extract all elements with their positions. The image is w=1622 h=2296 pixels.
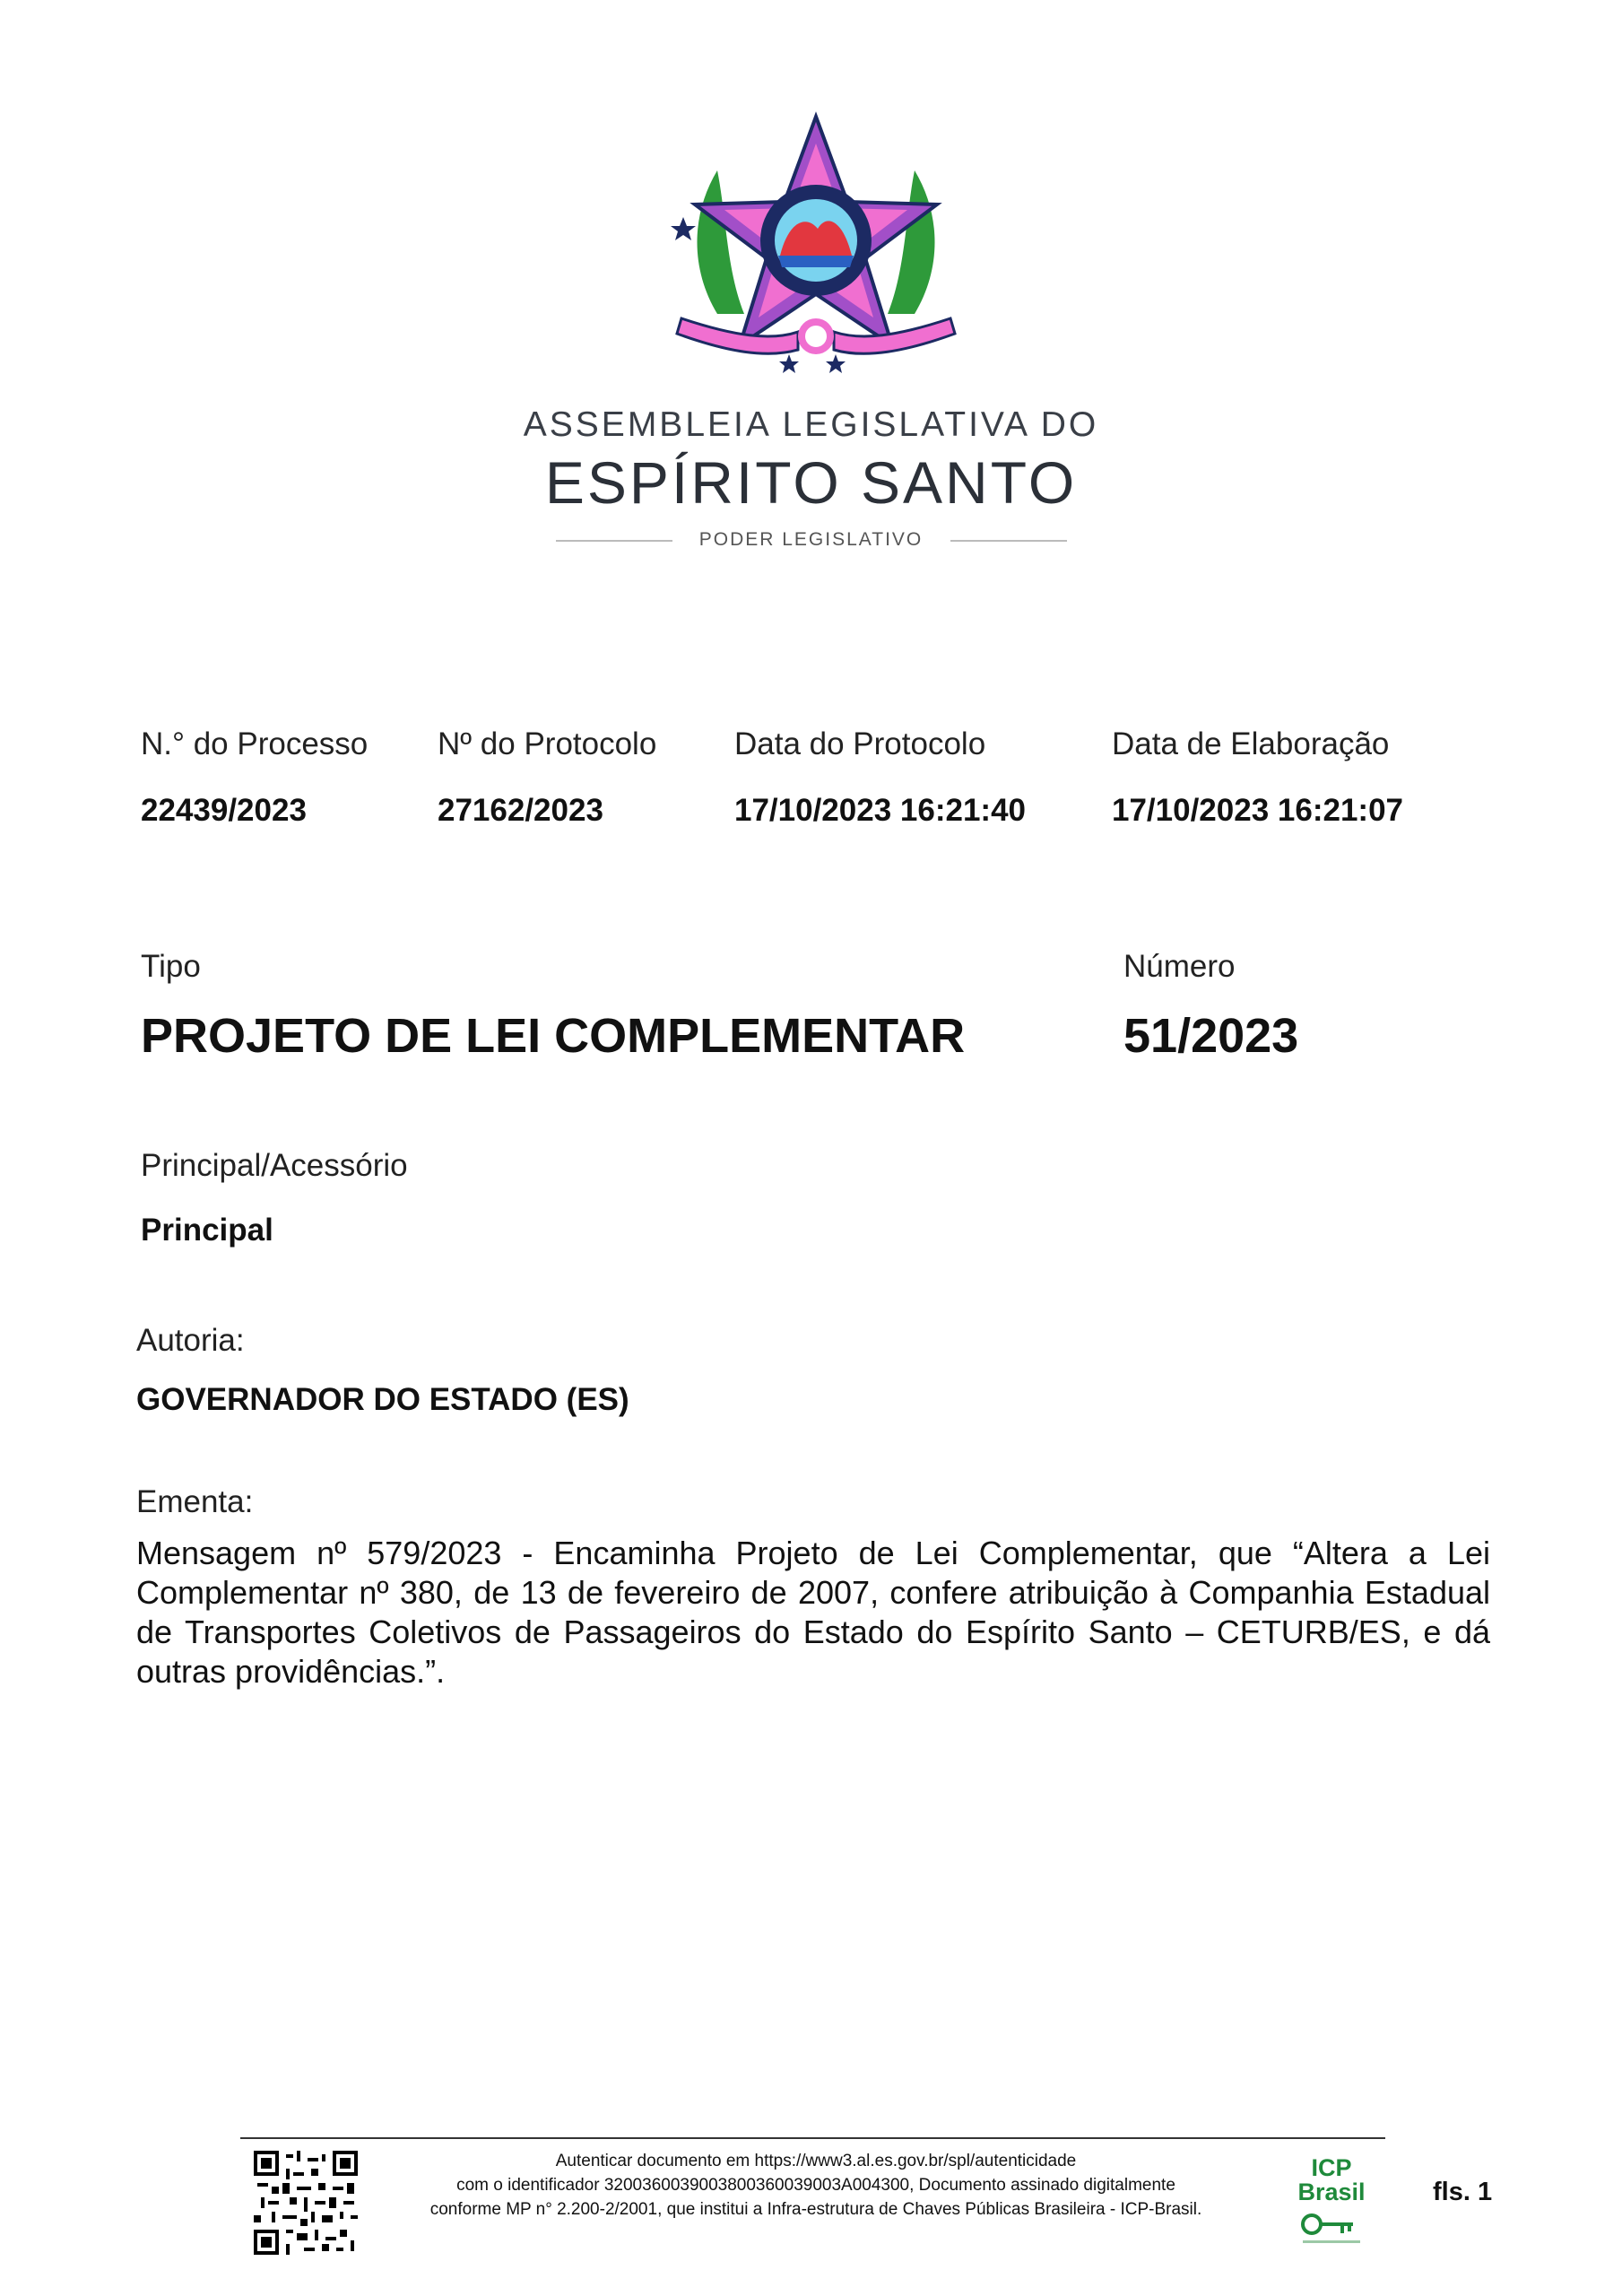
organization-name-line1: ASSEMBLEIA LEGISLATIVA DO (523, 405, 1099, 444)
data-protocolo-label: Data do Protocolo (734, 726, 986, 761)
icp-brasil-key-icon (1296, 2205, 1367, 2249)
autoria-label: Autoria: (136, 1323, 245, 1358)
numero-label: Número (1123, 949, 1236, 984)
numero-value: 51/2023 (1123, 1009, 1299, 1063)
ementa-text: Mensagem nº 579/2023 - Encaminha Projeto de Lei Complementar, que “Altera a Lei Complementar nº 380, de 13 de fevereiro de 2007, confere atribuição à Companhia Estadual de Transportes Coletivos de Passageiros do Estado do Espírito Santo – CETURB/ES, e dá outras providências.”. (136, 1535, 1490, 1690)
icp-brasil-logo (1296, 2156, 1367, 2255)
autoria-value: GOVERNADOR DO ESTADO (ES) (136, 1382, 629, 1417)
organization-name-line2: ESPÍRITO SANTO (544, 449, 1078, 516)
tipo-label: Tipo (141, 949, 201, 984)
auth-line-3: conforme MP n° 2.200-2/2001, que institui a Infra-estrutura de Chaves Públicas Brasileira - ICP-Brasil. (429, 2200, 1202, 2219)
ementa-label: Ementa: (136, 1484, 254, 1519)
organization-subtitle: PODER LEGISLATIVO (698, 529, 924, 550)
principal-value: Principal (141, 1213, 273, 1248)
data-elaboracao-label: Data de Elaboração (1112, 726, 1390, 761)
footer-divider (240, 2137, 1385, 2139)
processo-value: 22439/2023 (141, 793, 307, 828)
tipo-value: PROJETO DE LEI COMPLEMENTAR (141, 1009, 966, 1063)
processo-label: N.° do Processo (141, 726, 369, 761)
principal-label: Principal/Acessório (141, 1148, 408, 1183)
data-elaboracao-value: 17/10/2023 16:21:07 (1112, 793, 1403, 828)
protocolo-value: 27162/2023 (438, 793, 603, 828)
page-number: fls. 1 (1433, 2178, 1493, 2206)
protocolo-label: Nº do Protocolo (438, 726, 657, 761)
auth-line-2: com o identificador 3200360039003800360039003A004300, Documento assinado digitalmente (456, 2176, 1175, 2195)
icp-brasil-logo-text: ICP Brasil (1297, 2154, 1366, 2205)
coat-of-arms-icon (664, 108, 968, 395)
data-protocolo-value: 17/10/2023 16:21:40 (734, 793, 1026, 828)
qr-code-icon (254, 2151, 358, 2255)
divider-right (950, 540, 1067, 542)
auth-line-1: Autenticar documento em https://www3.al.es.gov.br/spl/autenticidade (555, 2152, 1077, 2170)
